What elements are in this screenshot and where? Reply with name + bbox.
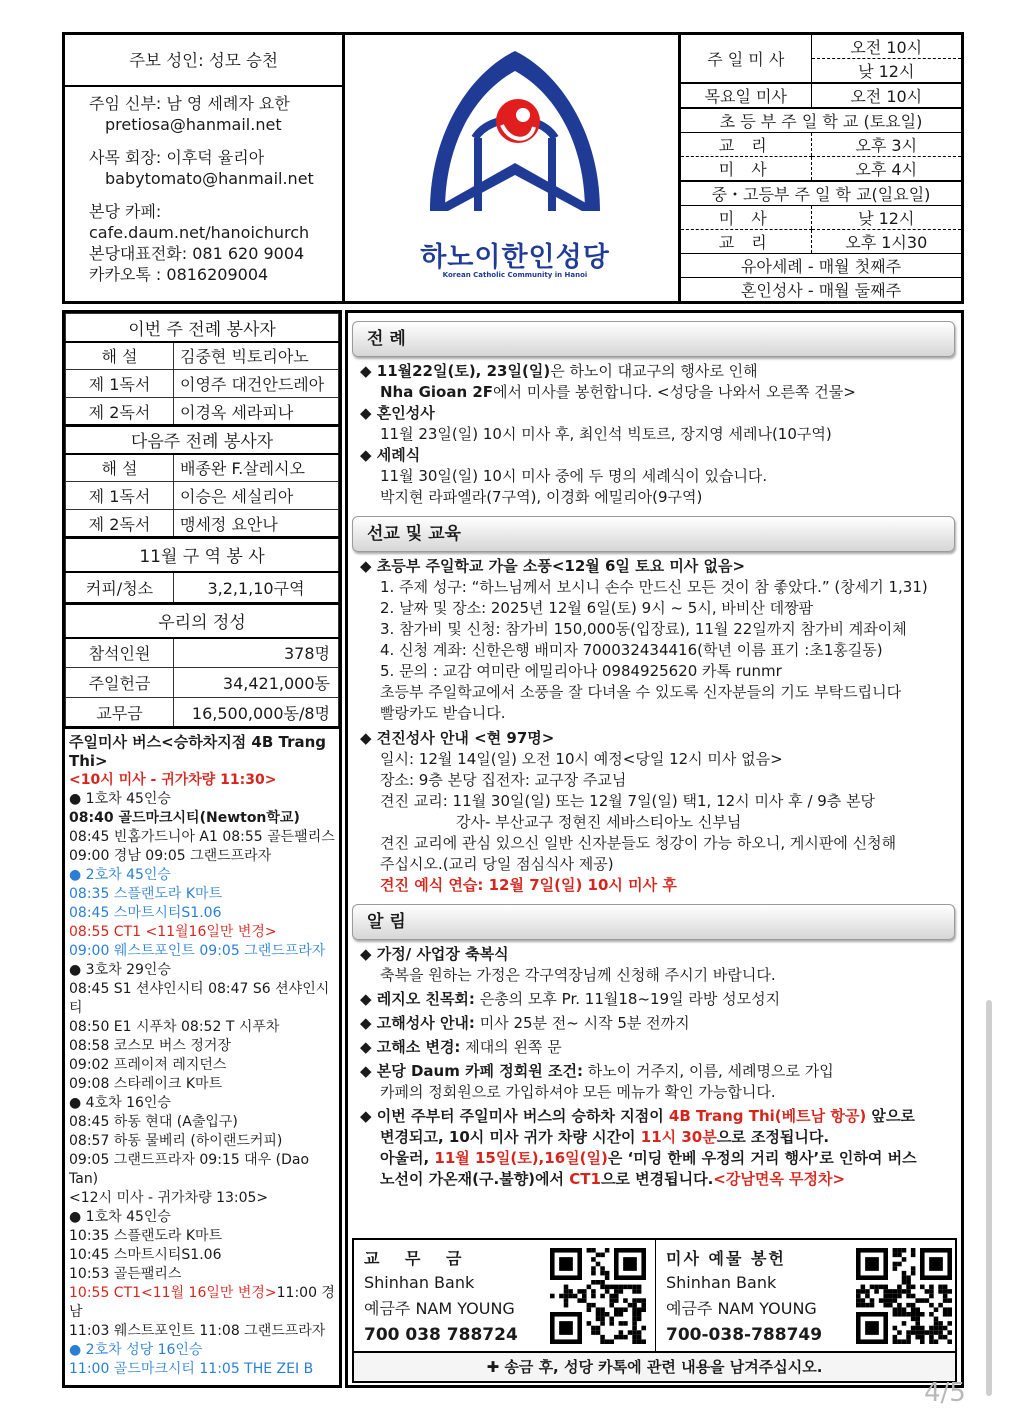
mission-item1-line: 4. 신청 계좌: 신한은행 배미자 700032434416(학년 이름 표기 :초1홍길동) bbox=[380, 641, 883, 659]
confirmation-rehearsal: 견진 예식 연습: 12월 7일(일) 10시 미사 후 bbox=[380, 876, 677, 894]
confirmation-lecturer: 강사- 부산교구 정현진 세바스티아노 신부님 bbox=[456, 813, 742, 831]
server-role: 제 1독서 bbox=[66, 370, 174, 398]
notice6-no-stop: <강남면옥 무정차> bbox=[713, 1170, 846, 1188]
mission-item2-title: ◆ 견진성사 안내 <현 97명> bbox=[360, 729, 555, 747]
notice6-text: 변경되고, 10시 미사 귀가 차량 시간이 bbox=[380, 1128, 641, 1146]
bus-line: 10:35 스플랜도라 K마트 bbox=[69, 1228, 223, 1244]
tithe-bank: Shinhan Bank bbox=[364, 1273, 475, 1292]
notice6-text: 앞으로 bbox=[866, 1107, 915, 1125]
bus-line: ● 4호차 16인승 bbox=[69, 1095, 171, 1111]
mission-item1-title: ◆ 초등부 주일학교 가을 소풍<12월 6일 토요 미사 없음> bbox=[360, 557, 746, 575]
offering-title: 우리의 정성 bbox=[66, 604, 339, 638]
notice6-text: 으로 변경됩니다. bbox=[600, 1170, 714, 1188]
president-email[interactable]: babytomato@hanmail.net bbox=[105, 169, 314, 188]
section-mission bbox=[348, 552, 961, 896]
confirmation-date: 일시: 12월 14일(일) 오전 10시 예정<당일 12시 미사 없음> bbox=[380, 750, 783, 768]
right-column bbox=[345, 310, 964, 1388]
bus-line: 11:03 웨스트포인트 11:08 그랜드프라자 bbox=[69, 1323, 326, 1339]
offering-label: 교무금 bbox=[66, 698, 174, 728]
notice6-stop: 4B Trang Thi(베트남 항공) bbox=[668, 1107, 867, 1125]
bus-lines bbox=[69, 790, 335, 1379]
notice4-body: 제대의 왼쪽 문 bbox=[460, 1038, 562, 1056]
liturgy-item3-body2: 박지현 라파엘라(7구역), 이경화 에밀리아(9구역) bbox=[380, 488, 703, 506]
offering-value: 16,500,000동/8명 bbox=[174, 698, 339, 728]
notice6-ct1: CT1 bbox=[569, 1170, 601, 1188]
patron-saint: 주보 성인: 성모 승천 bbox=[65, 35, 342, 87]
notice6-text: ◆ 이번 주부터 주일미사 버스의 승하차 지점이 bbox=[360, 1107, 669, 1125]
bus-line: 10:53 골든팰리스 bbox=[69, 1266, 182, 1282]
mass-schedule bbox=[681, 35, 961, 301]
cafe-url[interactable]: cafe.daum.net/hanoichurch bbox=[89, 223, 310, 242]
mid-mass-label: 미 사 bbox=[681, 206, 811, 230]
mass-offering-holder: 예금주 NAM YOUNG bbox=[666, 1299, 817, 1318]
mass-offering-bank: Shinhan Bank bbox=[666, 1273, 777, 1292]
notice6-dates: 11월 15일(토),16일(일) bbox=[434, 1149, 608, 1167]
sunday-mass-time2: 낮 12시 bbox=[811, 59, 961, 84]
server-name: 이승은 세실리아 bbox=[174, 482, 339, 510]
notice6-text: 노선이 가온재(구.불향)에서 bbox=[380, 1170, 570, 1188]
bus-line: 11:00 골드마크시티 11:05 THE ZEI B bbox=[69, 1361, 314, 1377]
infant-baptism: 유아세례 - 매월 첫째주 bbox=[681, 254, 961, 278]
parish-phone: 본당대표전화: 081 620 9004 bbox=[89, 244, 305, 263]
mass-offering-account-number: 700-038-788749 bbox=[666, 1325, 823, 1345]
mid-catechism-time: 오후 1시30 bbox=[811, 230, 961, 254]
mid-mass-time: 낮 12시 bbox=[811, 206, 961, 230]
bus-line: 09:00 경남 09:05 그랜드프라자 bbox=[69, 848, 272, 864]
elem-catechism-label: 교 리 bbox=[681, 133, 811, 157]
mass-offering-title: 미사 예물 봉헌 bbox=[666, 1249, 786, 1268]
mission-item1-line: 초등부 주일학교에서 소풍을 잘 다녀올 수 있도록 신자분들의 기도 부탁드립니다 bbox=[380, 683, 902, 701]
notice1-title: ◆ 가정/ 사업장 축복식 bbox=[360, 945, 509, 963]
bus-line: 08:57 하동 물베리 (하이랜드커피) bbox=[69, 1133, 283, 1149]
server-role: 해 설 bbox=[66, 342, 174, 370]
liturgy-item3-title: ◆ 세례식 bbox=[360, 446, 421, 464]
bus-line: 09:02 프레이져 레지던스 bbox=[69, 1057, 227, 1073]
notice6-text: 은 ‘미딩 한베 우정의 거리 행사’로 인하여 버스 bbox=[607, 1149, 917, 1167]
bus-line: 09:05 그랜드프라자 09:15 대우 (Dao Tan) bbox=[69, 1152, 310, 1187]
notice5-body2: 카페의 정회원으로 가입하셔야 모든 메뉴가 확인 가능합니다. bbox=[380, 1083, 776, 1101]
notice3-title: ◆ 고해성사 안내: bbox=[360, 1014, 475, 1032]
confirmation-place: 장소: 9층 본당 집전자: 교구장 주교님 bbox=[380, 771, 627, 789]
sunday-mass-time1: 오전 10시 bbox=[811, 35, 961, 59]
offering-value: 378명 bbox=[174, 638, 339, 668]
pastor-email[interactable]: pretiosa@hanmail.net bbox=[105, 115, 282, 134]
server-name: 배종완 F.살레시오 bbox=[174, 454, 339, 482]
notice2-title: ◆ 레지오 친목회: bbox=[360, 990, 475, 1008]
tithe-account-number: 700 038 788724 bbox=[364, 1325, 518, 1345]
mid-catechism-label: 교 리 bbox=[681, 230, 811, 254]
section-liturgy bbox=[348, 357, 961, 508]
bus-line: 08:55 CT1 <11월16일만 변경> bbox=[69, 924, 277, 940]
mass-offering-account bbox=[656, 1240, 958, 1351]
bus-title: 주일미사 버스<승하차지점 4B Trang Thi> bbox=[69, 733, 327, 770]
notice5-title: ◆ 본당 Daum 카페 정회원 조건: bbox=[360, 1062, 583, 1080]
bus-line: 08:45 S1 션샤인시티 08:47 S6 션샤인시티 bbox=[69, 981, 330, 1016]
logo-title: 하노이한인성당 bbox=[420, 242, 610, 273]
server-name: 김중현 빅토리아노 bbox=[174, 342, 339, 370]
tithe-holder: 예금주 NAM YOUNG bbox=[364, 1299, 515, 1318]
elem-mass-label: 미 사 bbox=[681, 157, 811, 182]
servers-table bbox=[65, 313, 339, 729]
bus-line: 09:00 웨스트포인트 09:05 그랜드프라자 bbox=[69, 943, 326, 959]
server-role: 제 2독서 bbox=[66, 510, 174, 538]
bus-return-10: <10시 미사 - 귀가차량 11:30> bbox=[69, 772, 277, 788]
qr-code-icon[interactable] bbox=[856, 1248, 952, 1344]
confirmation-audit: 견진 교리에 관심 있으신 일반 신자분들도 청강이 가능 하오니, 게시판에 신청해 bbox=[380, 834, 897, 852]
section-mission-title: 선교 및 교육 bbox=[352, 516, 955, 552]
district-role: 커피/청소 bbox=[66, 572, 174, 604]
mission-item1-line: 1. 주제 성구: “하느님께서 보시니 손수 만드신 모든 것이 참 좋았다.” (창세기 1,31) bbox=[380, 578, 928, 596]
logo-subtitle: Korean Catholic Community in Hanoi bbox=[442, 271, 588, 279]
mission-item1-line: 5. 문의 : 교감 여미란 에밀리아나 0984925620 카톡 runmr bbox=[380, 662, 782, 680]
scrollbar[interactable] bbox=[986, 1000, 992, 1396]
logo-red-figure bbox=[496, 99, 540, 143]
section-liturgy-title: 전 례 bbox=[352, 321, 955, 357]
bus-line: 08:58 코스모 버스 정거장 bbox=[69, 1038, 231, 1054]
president: 사목 회장: 이후덕 율리아 bbox=[89, 148, 265, 167]
bus-line: 08:40 골드마크시티(Newton학교) bbox=[69, 810, 300, 826]
kakao-id: 카카오톡 : 0816209004 bbox=[89, 265, 269, 284]
server-role: 제 2독서 bbox=[66, 398, 174, 426]
transfer-note: ✚ 송금 후, 성당 카톡에 관련 내용을 남겨주십시오. bbox=[352, 1353, 957, 1383]
confirmation-catechism: 견진 교리: 11월 30일(일) 또는 12월 7일(일) 택1, 12시 미사 후 / 9층 본당 bbox=[380, 792, 876, 810]
pastor: 주임 신부: 남 영 세례자 요한 bbox=[89, 94, 290, 113]
notice6-text: 아울러, bbox=[380, 1149, 435, 1167]
bus-line: 08:45 스마트시티S1.06 bbox=[69, 905, 222, 921]
parish-info bbox=[65, 35, 345, 301]
confirmation-audit2: 주십시오.(교리 당일 점심식사 제공) bbox=[380, 855, 614, 873]
liturgy-item1-text2: 에서 미사를 봉헌합니다. <성당을 나와서 오른쪽 건물> bbox=[493, 383, 856, 401]
elem-catechism-time: 오후 3시 bbox=[811, 133, 961, 157]
bus-line: 08:45 빈홈가드니아 A1 08:55 골든팰리스 bbox=[69, 829, 335, 845]
bus-line: 08:50 E1 시푸차 08:52 T 시푸차 bbox=[69, 1019, 280, 1035]
bus-line: 08:35 스플랜도라 K마트 bbox=[69, 886, 223, 902]
wedding-schedule: 혼인성사 - 매월 둘째주 bbox=[740, 281, 902, 300]
offering-label: 주일헌금 bbox=[66, 668, 174, 698]
notice6-line2 bbox=[360, 1127, 953, 1148]
bus-line: <12시 미사 - 귀가차량 13:05> bbox=[69, 1190, 269, 1206]
liturgy-item3-body1: 11월 30일(일) 10시 미사 중에 두 명의 세례식이 있습니다. bbox=[380, 467, 768, 485]
mission-item1-line: 3. 참가비 및 신청: 참가비 150,000동(입장료), 11월 22일까지 참가비 계좌이체 bbox=[380, 620, 907, 638]
notice2-body: 은총의 모후 Pr. 11월18~19일 라방 성모성지 bbox=[474, 990, 781, 1008]
left-column bbox=[62, 310, 342, 1388]
tithe-account bbox=[354, 1240, 656, 1351]
bus-line: 10:45 스마트시티S1.06 bbox=[69, 1247, 222, 1263]
mission-item1-line: 빨랑카도 받습니다. bbox=[380, 704, 506, 722]
server-name: 이경옥 세라피나 bbox=[174, 398, 339, 426]
notice1-body: 축복을 원하는 가정은 각구역장님께 신청해 주시기 바랍니다. bbox=[380, 966, 776, 984]
header-block bbox=[62, 32, 964, 304]
bus-line: ● 2호차 45인승 bbox=[69, 867, 171, 883]
server-role: 제 1독서 bbox=[66, 482, 174, 510]
bus-line: ● 3호차 29인승 bbox=[69, 962, 171, 978]
district-service-title: 11월 구 역 봉 사 bbox=[66, 538, 339, 572]
notice3-body: 미사 25분 전~ 시작 5분 전까지 bbox=[474, 1014, 690, 1032]
bus-line-ct1: 10:55 CT1<11월 16일만 변경>11:00 경남 bbox=[69, 1285, 335, 1320]
parish-logo bbox=[410, 43, 620, 293]
liturgy-item1-date: ◆ 11월22일(토), 23일(일) bbox=[360, 362, 551, 380]
notice6 bbox=[360, 1106, 953, 1127]
bus-line: 09:08 스타레이크 K마트 bbox=[69, 1076, 223, 1092]
church-arch-icon bbox=[410, 43, 620, 233]
page-indicator: 4/5 bbox=[924, 1378, 966, 1408]
bus-line: ● 1호차 45인승 bbox=[69, 1209, 171, 1225]
notice5-body: 하노이 거주지, 이름, 세례명으로 가입 bbox=[582, 1062, 834, 1080]
server-name: 이영주 대건안드레아 bbox=[174, 370, 339, 398]
offering-value: 34,421,000동 bbox=[174, 668, 339, 698]
qr-code-icon[interactable] bbox=[550, 1248, 646, 1344]
liturgy-item2-body: 11월 23일(일) 10시 미사 후, 최인석 빅토르, 장지영 세레나(10구역) bbox=[380, 425, 832, 443]
liturgy-item1-place: Nha Gioan 2F bbox=[380, 383, 494, 401]
notice4-title: ◆ 고해소 변경: bbox=[360, 1038, 461, 1056]
server-name: 맹세정 요안나 bbox=[174, 510, 339, 538]
offering-label: 참석인원 bbox=[66, 638, 174, 668]
tithe-title: 교 무 금 bbox=[364, 1249, 472, 1268]
notice6-line4 bbox=[360, 1169, 953, 1190]
section-notice-title: 알 림 bbox=[352, 904, 955, 940]
thursday-mass-time: 오전 10시 bbox=[811, 83, 961, 108]
bank-accounts bbox=[352, 1238, 957, 1353]
thursday-mass-label: 목요일 미사 bbox=[681, 83, 811, 108]
bus-line: ● 1호차 45인승 bbox=[69, 791, 171, 807]
server-role: 해 설 bbox=[66, 454, 174, 482]
notice6-line3 bbox=[360, 1148, 953, 1169]
elem-mass-time: 오후 4시 bbox=[811, 157, 961, 182]
district-value: 3,2,1,10구역 bbox=[174, 572, 339, 604]
logo-area bbox=[348, 35, 681, 301]
next-week-servers-title: 다음주 전례 봉사자 bbox=[66, 426, 339, 454]
sunday-mass-label: 주 일 미 사 bbox=[681, 35, 811, 83]
cafe-label: 본당 카페: bbox=[89, 202, 162, 221]
section-notice bbox=[348, 940, 961, 1190]
mission-item1-line: 2. 날짜 및 장소: 2025년 12월 6일(토) 9시 ~ 5시, 바비산 데짱팜 bbox=[380, 599, 814, 617]
bus-line: 08:45 하동 현대 (A출입구) bbox=[69, 1114, 238, 1130]
liturgy-item1-text: 은 하노이 대교구의 행사로 인해 bbox=[550, 362, 758, 380]
bus-line: ● 2호차 성당 16인승 bbox=[69, 1342, 203, 1358]
elem-school-label: 초 등 부 주 일 학 교 (토요일) bbox=[681, 108, 961, 133]
liturgy-item2-title: ◆ 혼인성사 bbox=[360, 404, 435, 422]
mid-school-label: 중・고등부 주 일 학 교(일요일) bbox=[681, 181, 961, 206]
bus-schedule bbox=[65, 729, 339, 1379]
this-week-servers-title: 이번 주 전례 봉사자 bbox=[66, 314, 339, 342]
notice6-time: 11시 30분 bbox=[640, 1128, 717, 1146]
notice6-text: 으로 조정됩니다. bbox=[716, 1128, 830, 1146]
